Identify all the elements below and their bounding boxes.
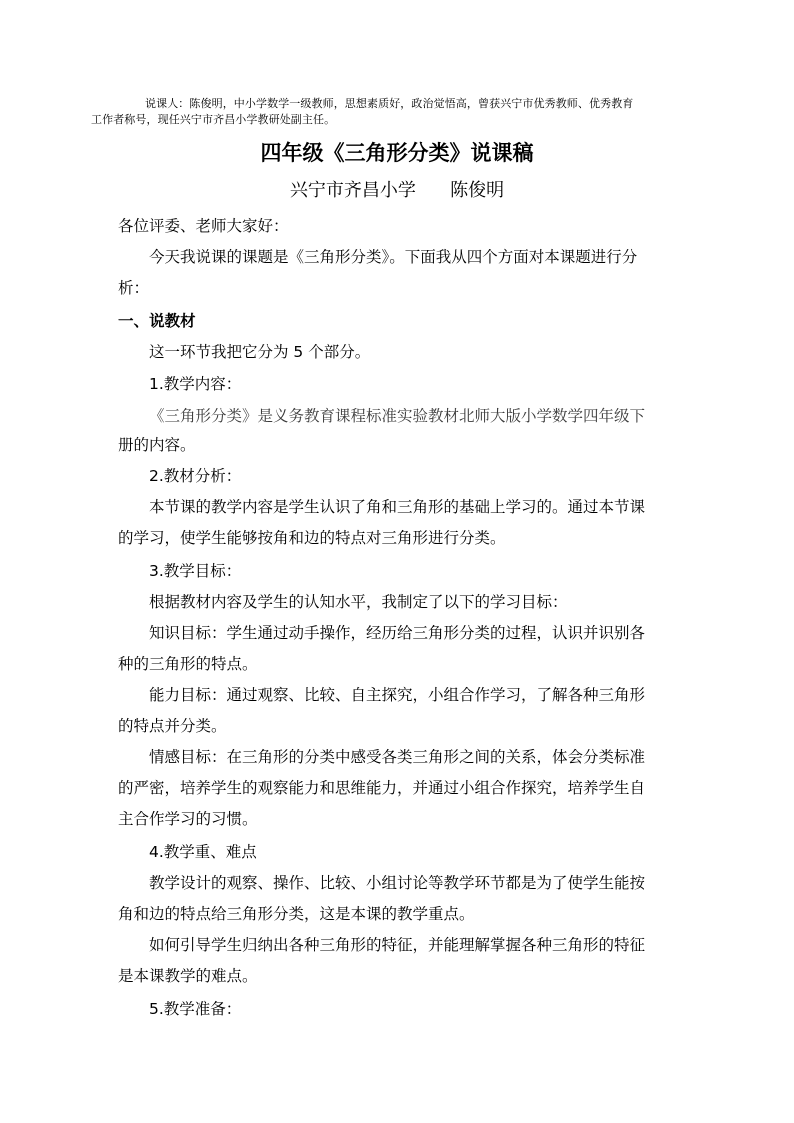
paragraph-line: 是本课教学的难点。 (118, 967, 258, 985)
subheading: 3.教学目标： (149, 562, 242, 580)
paragraph-line: 的严密，培养学生的观察能力和思维能力，并通过小组合作探究，培养学生自 (118, 779, 646, 797)
paragraph-line: 的特点并分类。 (118, 717, 227, 735)
section-heading: 一、说教材 (118, 312, 196, 330)
paragraph-line: 种的三角形的特点。 (118, 655, 258, 673)
document-title: 四年级《三角形分类》说课稿 (260, 141, 534, 165)
paragraph-line: 析： (118, 279, 150, 297)
paragraph-line: 教学设计的观察、操作、比较、小组讨论等教学环节都是为了使学生能按 (149, 874, 646, 892)
paragraph-line: 知识目标：学生通过动手操作，经历给三角形分类的过程，认识并识别各 (149, 624, 646, 642)
paragraph-line: 的学习，使学生能够按角和边的特点对三角形进行分类。 (118, 529, 506, 547)
paragraph-line: 能力目标：通过观察、比较、自主探究，小组合作学习，了解各种三角形 (149, 686, 646, 704)
speaker-intro-line1: 说课人：陈俊明，中小学数学一级教师，思想素质好，政治觉悟高，曾获兴宁市优秀教师、优秀教育 (145, 97, 634, 110)
speaker-intro (91, 96, 680, 128)
greeting: 各位评委、老师大家好： (118, 217, 289, 235)
paragraph-line: 角和边的特点给三角形分类，这是本课的教学重点。 (118, 905, 475, 923)
subheading: 4.教学重、难点 (149, 843, 257, 861)
paragraph-line: 情感目标：在三角形的分类中感受各类三角形之间的关系，体会分类标准 (149, 748, 646, 766)
document-author: 兴宁市齐昌小学 陈俊明 (289, 180, 505, 201)
paragraph-line: 册的内容。 (118, 436, 196, 454)
subheading: 2.教材分析： (149, 467, 242, 485)
speaker-intro-line2: 工作者称号，现任兴宁市齐昌小学教研处副主任。 (91, 113, 336, 126)
subheading: 5.教学准备： (149, 1000, 242, 1018)
paragraph-line: 《三角形分类》是义务教育课程标准实验教材北师大版小学数学四年级下 (149, 407, 646, 425)
paragraph-line: 根据教材内容及学生的认知水平，我制定了以下的学习目标： (149, 593, 568, 611)
subheading: 1.教学内容： (149, 375, 242, 393)
paragraph-line: 本节课的教学内容是学生认识了角和三角形的基础上学习的。通过本节课 (149, 498, 646, 516)
paragraph-line: 今天我说课的课题是《三角形分类》。下面我从四个方面对本课题进行分 (149, 248, 638, 266)
paragraph-line: 这一环节我把它分为 5 个部分。 (149, 343, 371, 361)
paragraph-line: 如何引导学生归纳出各种三角形的特征，并能理解掌握各种三角形的特征 (149, 936, 646, 954)
paragraph-line: 主合作学习的习惯。 (118, 810, 258, 828)
